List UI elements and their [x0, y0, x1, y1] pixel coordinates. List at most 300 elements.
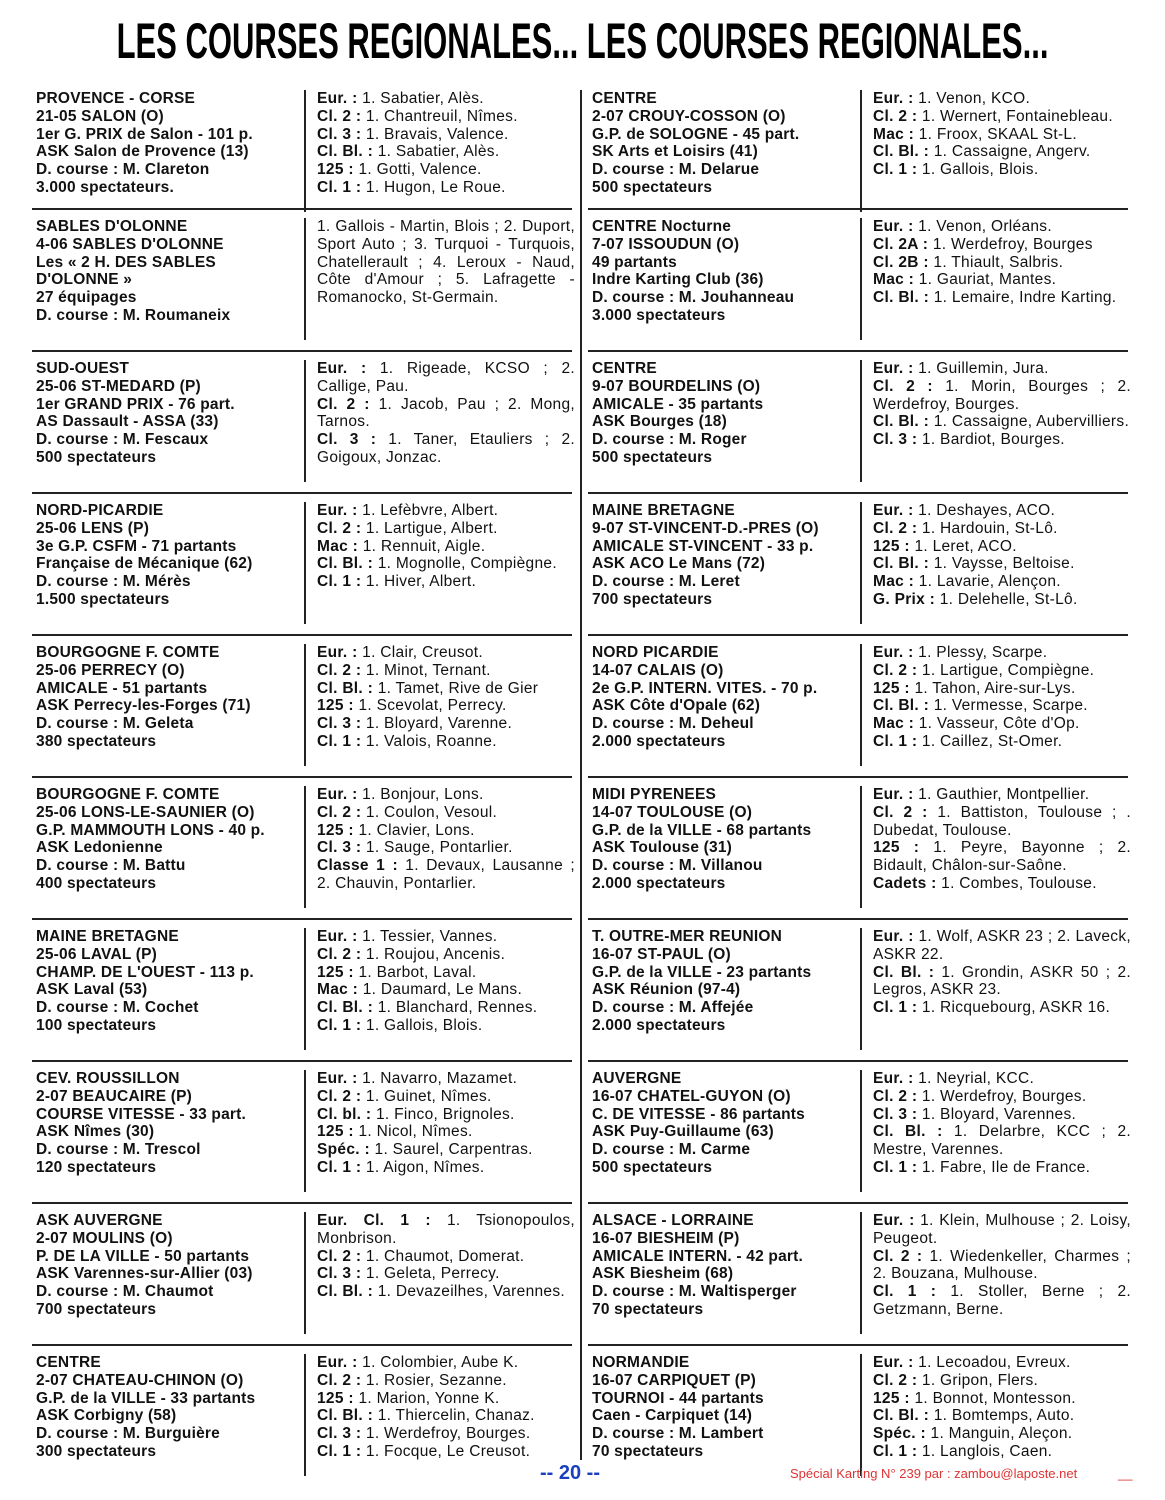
- result-line: Cl. 2 : 1. Gripon, Flers.: [873, 1371, 1039, 1389]
- left-column: [36, 90, 575, 1496]
- race-results: [317, 1212, 575, 1301]
- result-line: Cl. 1 : 1. Langlois, Caen.: [873, 1442, 1053, 1460]
- result-line: Eur. : 1. Rigeade, KCSO ; 2. Callige, Pau.: [317, 360, 575, 395]
- race-info-line: CENTRE: [592, 90, 657, 107]
- result-line: Mac : 1. Vasseur, Côte d'Op.: [873, 715, 1080, 733]
- entry-divider: [304, 1212, 306, 1334]
- race-info-line: 2-07 CROUY-COSSON (O): [592, 107, 786, 125]
- race-results: [873, 218, 1131, 307]
- result-line: Cl. Bl. : 1. Cassaigne, Aubervilliers.: [873, 413, 1130, 431]
- race-results: [873, 786, 1131, 893]
- result-line: Cl. 3 : 1. Bardiot, Bourges.: [873, 431, 1065, 449]
- result-line: Cl. 2 : 1. Wiedenkeller, Charmes ; 2. Bouzana, Mulhouse.: [873, 1247, 1131, 1283]
- race-info-line: 3.000 spectateurs.: [36, 178, 175, 196]
- right-column: [592, 90, 1133, 1496]
- race-info-line: 9-07 ST-VINCENT-D.-PRES (O): [592, 519, 819, 537]
- race-info-line: CENTRE: [36, 1354, 101, 1371]
- race-results: [873, 1354, 1131, 1461]
- result-line: Cl. 2 : 1. Jacob, Pau ; 2. Mong, Tarnos.: [317, 395, 575, 431]
- race-info-line: 1er GRAND PRIX - 76 part.: [36, 395, 235, 413]
- result-line: Cl. 3 : 1. Sauge, Pontarlier.: [317, 839, 513, 857]
- result-line: Cl. 2 : 1. Coulon, Vesoul.: [317, 803, 498, 821]
- result-line: Spéc. : 1. Saurel, Carpentras.: [317, 1141, 533, 1159]
- race-entry: [36, 360, 575, 502]
- result-line: Cl. 2 : 1. Hardouin, St-Lô.: [873, 519, 1058, 537]
- race-entry: [36, 1212, 575, 1354]
- result-line: Cl. Bl. : 1. Cassaigne, Angerv.: [873, 143, 1091, 161]
- row-separator: [588, 1202, 1128, 1204]
- entry-divider: [304, 1070, 306, 1192]
- race-entry: [592, 218, 1130, 360]
- result-line: Eur. : 1. Sabatier, Alès.: [317, 90, 484, 107]
- race-info: [36, 644, 301, 751]
- race-info-line: ASK Côte d'Opale (62): [592, 697, 761, 715]
- race-info-line: AMICALE ST-VINCENT - 33 p.: [592, 537, 814, 555]
- race-info-line: Indre Karting Club (36): [592, 271, 764, 289]
- result-line: Eur. : 1. Tessier, Vannes.: [317, 928, 498, 945]
- race-info-line: 500 spectateurs: [36, 448, 157, 466]
- race-info-line: CHAMP. DE L'OUEST - 113 p.: [36, 963, 254, 981]
- result-line: Cl. 2 : 1. Lartigue, Compiègne.: [873, 661, 1095, 679]
- race-info-line: G.P. de la VILLE - 33 partants: [36, 1389, 256, 1407]
- result-line: Mac : 1. Gauriat, Mantes.: [873, 271, 1057, 289]
- result-line: Eur. : 1. Navarro, Mazamet.: [317, 1070, 518, 1087]
- result-line: Cl. 1 : 1. Gallois, Blois.: [873, 161, 1039, 179]
- result-line: Eur. : 1. Deshayes, ACO.: [873, 502, 1056, 519]
- race-info: [592, 360, 857, 467]
- race-info-line: NORD PICARDIE: [592, 644, 719, 661]
- result-line: Eur. : 1. Clair, Creusot.: [317, 644, 484, 661]
- race-info-line: BOURGOGNE F. COMTE: [36, 644, 220, 661]
- race-info-line: D. course : M. Lambert: [592, 1425, 764, 1443]
- race-entry: [36, 1354, 572, 1496]
- race-info: [592, 928, 857, 1035]
- race-info-line: 400 spectateurs: [36, 874, 157, 892]
- race-info-line: AMICALE - 51 partants: [36, 679, 208, 697]
- result-line: 125 : 1. Tahon, Aire-sur-Lys.: [873, 679, 1076, 697]
- race-info-line: SABLES D'OLONNE: [36, 218, 188, 235]
- race-info-line: NORMANDIE: [592, 1354, 690, 1371]
- entry-divider: [860, 1070, 862, 1192]
- entry-divider: [304, 360, 306, 482]
- race-info-line: 100 spectateurs: [36, 1016, 157, 1034]
- race-info-line: D. course : M. Roumaneix: [36, 306, 231, 324]
- race-info-line: D. course : M. Deheul: [592, 715, 754, 733]
- race-info-line: 9-07 BOURDELINS (O): [592, 377, 761, 395]
- race-info-line: 2-07 MOULINS (O): [36, 1229, 173, 1247]
- race-entry: [36, 786, 575, 928]
- result-line: Cl. Bl. : 1. Thiercelin, Chanaz.: [317, 1407, 535, 1425]
- result-line: Cl. 3 : 1. Werdefroy, Bourges.: [317, 1425, 531, 1443]
- row-separator: [32, 918, 572, 920]
- row-separator: [588, 1060, 1128, 1062]
- race-info-line: ASK Salon de Provence (13): [36, 143, 249, 161]
- result-line: Eur. : 1. Colombier, Aube K.: [317, 1354, 519, 1371]
- race-info-line: D. course : M. Burguière: [36, 1425, 220, 1443]
- race-info: [36, 928, 301, 1035]
- page-title: LES COURSES REGIONALES... LES COURSES REGIONALES...: [116, 13, 1049, 69]
- race-info-line: ASK Laval (53): [36, 981, 148, 999]
- race-info-line: ASK Perrecy-les-Forges (71): [36, 697, 251, 715]
- result-line: Mac : 1. Froox, SKAAL St-L.: [873, 125, 1077, 143]
- race-info-line: ASK Varennes-sur-Allier (03): [36, 1265, 253, 1283]
- result-line: Cl. 1 : 1. Caillez, St-Omer.: [873, 732, 1063, 750]
- result-line: Eur. : 1. Gauthier, Montpellier.: [873, 786, 1090, 803]
- result-line: Cl. 1 : 1. Gallois, Blois.: [317, 1016, 483, 1034]
- race-entry: [592, 1070, 1130, 1212]
- entry-divider: [304, 1354, 306, 1476]
- race-info-line: D. course : M. Villanou: [592, 857, 763, 875]
- race-info-line: 14-07 CALAIS (O): [592, 661, 724, 679]
- row-separator: [588, 634, 1128, 636]
- race-info-line: Les « 2 H. DES SABLES: [36, 253, 216, 271]
- row-separator: [32, 350, 572, 352]
- race-info-line: D. course : M. Mérès: [36, 573, 191, 591]
- entry-divider: [860, 1354, 862, 1476]
- race-info-line: D. course : M. Cochet: [36, 999, 199, 1017]
- result-line: Cl. Bl. : 1. Sabatier, Alès.: [317, 143, 500, 161]
- race-info: [36, 1070, 301, 1177]
- race-info-line: 21-05 SALON (O): [36, 107, 164, 125]
- race-info: [36, 360, 301, 467]
- race-entry: [36, 218, 575, 360]
- row-separator: [32, 208, 572, 210]
- race-info-line: P. DE LA VILLE - 50 partants: [36, 1247, 250, 1265]
- race-entry: [592, 502, 1130, 644]
- result-line: 125 : 1. Leret, ACO.: [873, 537, 1017, 555]
- race-info-line: 7-07 ISSOUDUN (O): [592, 235, 740, 253]
- row-separator: [32, 1060, 572, 1062]
- race-entry: [36, 90, 572, 218]
- race-results: [317, 218, 575, 307]
- result-line: Cl. 3 : 1. Bloyard, Varennes.: [873, 1105, 1077, 1123]
- result-line: Cl. 3 : 1. Bloyard, Varenne.: [317, 715, 513, 733]
- race-info-line: ASK Réunion (97-4): [592, 981, 741, 999]
- race-info-line: AS Dassault - ASSA (33): [36, 413, 219, 431]
- race-results: [317, 786, 575, 893]
- row-separator: [32, 634, 572, 636]
- result-line: Mac : 1. Daumard, Le Mans.: [317, 981, 523, 999]
- result-line: Eur. : 1. Plessy, Scarpe.: [873, 644, 1048, 661]
- result-line: Spéc. : 1. Manguin, Aleçon.: [873, 1425, 1073, 1443]
- race-info-line: 700 spectateurs: [592, 590, 713, 608]
- race-info-line: D. course : M. Carme: [592, 1141, 751, 1159]
- race-info-line: ASK Nîmes (30): [36, 1123, 155, 1141]
- race-info-line: TOURNOI - 44 partants: [592, 1389, 764, 1407]
- entry-divider: [304, 90, 306, 212]
- race-info-line: ASK Ledonienne: [36, 839, 163, 857]
- race-info-line: 4-06 SABLES D'OLONNE: [36, 235, 224, 253]
- race-info: [36, 90, 301, 197]
- race-info-line: AMICALE - 35 partants: [592, 395, 764, 413]
- race-info-line: AMICALE INTERN. - 42 part.: [592, 1247, 804, 1265]
- row-separator: [588, 918, 1128, 920]
- entry-divider: [860, 928, 862, 1050]
- race-info: [592, 1354, 857, 1461]
- race-info-line: ASK ACO Le Mans (72): [592, 555, 766, 573]
- race-info-line: 2-07 CHATEAU-CHINON (O): [36, 1371, 244, 1389]
- result-line: Cl. 2 : 1. Chantreuil, Nîmes.: [317, 107, 518, 125]
- race-info-line: D. course : M. Waltisperger: [592, 1283, 797, 1301]
- entry-divider: [860, 786, 862, 908]
- race-info-line: D. course : M. Delarue: [592, 161, 760, 179]
- result-line: 125 : 1. Nicol, Nîmes.: [317, 1123, 473, 1141]
- race-entry: [36, 928, 572, 1070]
- row-separator: [32, 776, 572, 778]
- result-line: Eur. : 1. Bonjour, Lons.: [317, 786, 484, 803]
- result-line: Cl. 1 : 1. Hugon, Le Roue.: [317, 178, 506, 196]
- page-header: [0, 10, 1165, 72]
- result-line: Cl. bl. : 1. Finco, Brignoles.: [317, 1105, 515, 1123]
- race-results: [317, 502, 575, 591]
- race-info-line: 120 spectateurs: [36, 1158, 157, 1176]
- race-info: [36, 1354, 301, 1461]
- race-info-line: D. course : M. Jouhanneau: [592, 289, 795, 307]
- race-info-line: 2.000 spectateurs: [592, 874, 726, 892]
- race-info-line: 16-07 CARPIQUET (P): [592, 1371, 756, 1389]
- race-info: [592, 786, 857, 893]
- race-info-line: D. course : M. Affejée: [592, 999, 754, 1017]
- result-line: 125 : 1. Peyre, Bayonne ; 2. Bidault, Châlon-sur-Saône.: [873, 839, 1131, 875]
- result-line: Eur. Cl. 1 : 1. Tsionopoulos, Monbrison.: [317, 1212, 575, 1247]
- result-line: Eur. : 1. Guillemin, Jura.: [873, 360, 1049, 377]
- entry-divider: [304, 644, 306, 766]
- race-entry: [36, 1070, 572, 1212]
- result-line: Cl. 1 : 1. Stoller, Berne ; 2. Getzmann, Berne.: [873, 1283, 1131, 1318]
- race-info-line: ASK AUVERGNE: [36, 1212, 163, 1229]
- entry-divider: [304, 786, 306, 908]
- result-line: Cl. Bl. : 1. Devazeilhes, Varennes.: [317, 1283, 565, 1301]
- race-info-line: CENTRE Nocturne: [592, 218, 732, 235]
- result-line: Cl. 1 : 1. Valois, Roanne.: [317, 732, 497, 750]
- result-line: Cl. 2 : 1. Minot, Ternant.: [317, 661, 491, 679]
- row-separator: [588, 350, 1128, 352]
- race-info-line: 2e G.P. INTERN. VITES. - 70 p.: [592, 679, 818, 697]
- race-info-line: 25-06 LAVAL (P): [36, 945, 157, 963]
- race-info-line: G.P. de la VILLE - 68 partants: [592, 821, 812, 839]
- race-info-line: PROVENCE - CORSE: [36, 90, 196, 107]
- race-info: [36, 502, 301, 609]
- race-info-line: C. DE VITESSE - 86 partants: [592, 1105, 805, 1123]
- result-line: Eur. : 1. Neyrial, KCC.: [873, 1070, 1035, 1087]
- race-info-line: 1.500 spectateurs: [36, 590, 170, 608]
- result-line: 125 : 1. Scevolat, Perrecy.: [317, 697, 507, 715]
- row-separator: [588, 208, 1128, 210]
- result-line: Cl. 1 : 1. Ricquebourg, ASKR 16.: [873, 999, 1111, 1017]
- result-line: 125 : 1. Clavier, Lons.: [317, 821, 475, 839]
- race-info: [592, 90, 857, 197]
- result-line: Cl. 2B : 1. Thiault, Salbris.: [873, 253, 1064, 271]
- row-separator: [32, 1202, 572, 1204]
- race-info-line: 25-06 PERRECY (O): [36, 661, 185, 679]
- result-line: Cl. 2 : 1. Guinet, Nîmes.: [317, 1087, 492, 1105]
- result-line: Eur. : 1. Venon, Orléans.: [873, 218, 1052, 235]
- result-line: Mac : 1. Lavarie, Alençon.: [873, 573, 1061, 591]
- race-info-line: Française de Mécanique (62): [36, 555, 253, 573]
- race-entry: [592, 928, 1130, 1070]
- race-entry: [36, 644, 572, 786]
- race-results: [317, 1354, 575, 1461]
- race-info-line: 70 spectateurs: [592, 1442, 704, 1460]
- race-info-line: D. course : M. Chaumot: [36, 1283, 214, 1301]
- result-line: Cl. Bl. : 1. Blanchard, Rennes.: [317, 999, 538, 1017]
- result-line: Classe 1 : 1. Devaux, Lausanne ; 2. Chauvin, Pontarlier.: [317, 857, 575, 892]
- race-info-line: D. course : M. Trescol: [36, 1141, 201, 1159]
- result-line: Cadets : 1. Combes, Toulouse.: [873, 874, 1097, 892]
- result-line: Mac : 1. Rennuit, Aigle.: [317, 537, 486, 555]
- race-info-line: 2.000 spectateurs: [592, 732, 726, 750]
- result-line: Cl. 1 : 1. Fabre, Ile de France.: [873, 1158, 1091, 1176]
- result-line: Cl. 2 : 1. Wernert, Fontainebleau.: [873, 107, 1113, 125]
- race-info-line: 49 partants: [592, 253, 677, 271]
- race-info-line: MAINE BRETAGNE: [592, 502, 735, 519]
- race-info-line: 25-06 ST-MEDARD (P): [36, 377, 201, 395]
- race-info-line: 500 spectateurs: [592, 448, 713, 466]
- entry-divider: [304, 218, 306, 340]
- result-line: Cl. 2 : 1. Roujou, Ancenis.: [317, 945, 506, 963]
- race-info-line: 3.000 spectateurs: [592, 306, 726, 324]
- race-results: [317, 90, 575, 197]
- entry-divider: [860, 1212, 862, 1334]
- race-info-line: ALSACE - LORRAINE: [592, 1212, 754, 1229]
- result-line: Cl. Bl. : 1. Tamet, Rive de Gier: [317, 679, 539, 697]
- race-info-line: ASK Biesheim (68): [592, 1265, 734, 1283]
- result-line: Eur. : 1. Wolf, ASKR 23 ; 2. Laveck, ASKR 22.: [873, 928, 1132, 963]
- race-results: [873, 502, 1131, 609]
- race-info-line: 70 spectateurs: [592, 1300, 704, 1318]
- race-info-line: 27 équipages: [36, 289, 137, 307]
- result-line: Cl. Bl. : 1. Bomtemps, Auto.: [873, 1407, 1075, 1425]
- entry-divider: [860, 644, 862, 766]
- race-entry: [592, 360, 1130, 502]
- result-line: 125 : 1. Bonnot, Montesson.: [873, 1389, 1076, 1407]
- race-results: [873, 928, 1131, 1017]
- entry-divider: [304, 928, 306, 1050]
- race-info-line: CENTRE: [592, 360, 657, 377]
- race-info-line: BOURGOGNE F. COMTE: [36, 786, 220, 803]
- race-entry: [592, 644, 1130, 786]
- race-info-line: 14-07 TOULOUSE (O): [592, 803, 753, 821]
- race-info: [592, 1212, 857, 1319]
- race-info-line: CEV. ROUSSILLON: [36, 1070, 180, 1087]
- race-info: [592, 218, 857, 325]
- page-number: -- 20 --: [540, 1462, 600, 1484]
- race-results: [873, 360, 1131, 449]
- result-line: Cl. 1 : 1. Aigon, Nîmes.: [317, 1158, 485, 1176]
- race-info-line: T. OUTRE-MER REUNION: [592, 928, 782, 945]
- race-info-line: ASK Bourges (18): [592, 413, 727, 431]
- result-line: 1. Gallois - Martin, Blois ; 2. Duport, Sport Auto ; 3. Turquoi - Turquois, Chatellerault ; 4. Leroux - Naud, Côte d'Amour ; 5. Lafragette - Romanocko, St-Germain.: [317, 218, 575, 307]
- entry-divider: [860, 360, 862, 482]
- race-info: [592, 644, 857, 751]
- result-line: 125 : 1. Gotti, Valence.: [317, 161, 482, 179]
- result-line: Cl. Bl. : 1. Mognolle, Compiègne.: [317, 555, 557, 573]
- race-results: [317, 644, 575, 751]
- race-info-line: 300 spectateurs: [36, 1442, 157, 1460]
- entry-divider: [860, 90, 862, 212]
- result-line: Cl. 2 : 1. Lartigue, Albert.: [317, 519, 498, 537]
- result-line: Cl. 3 : 1. Bravais, Valence.: [317, 125, 509, 143]
- result-line: Cl. 2 : 1. Chaumot, Domerat.: [317, 1247, 525, 1265]
- result-line: Eur. : 1. Lecoadou, Evreux.: [873, 1354, 1071, 1371]
- column-divider: [580, 90, 582, 1460]
- row-separator: [32, 492, 572, 494]
- race-info-line: D. course : M. Geleta: [36, 715, 194, 733]
- result-line: Eur. : 1. Venon, KCO.: [873, 90, 1031, 107]
- row-separator: [32, 1344, 572, 1346]
- result-line: Cl. Bl. : 1. Lemaire, Indre Karting.: [873, 289, 1117, 307]
- race-info-line: G.P. de la VILLE - 23 partants: [592, 963, 812, 981]
- race-info-line: SK Arts et Loisirs (41): [592, 143, 758, 161]
- race-info-line: 16-07 ST-PAUL (O): [592, 945, 731, 963]
- row-separator: [588, 1344, 1128, 1346]
- result-line: Cl. 2 : 1. Morin, Bourges ; 2. Werdefroy, Bourges.: [873, 377, 1131, 413]
- race-info-line: D'OLONNE »: [36, 271, 133, 289]
- race-info-line: ASK Toulouse (31): [592, 839, 733, 857]
- race-info-line: D. course : M. Clareton: [36, 161, 210, 179]
- entry-divider: [304, 502, 306, 624]
- race-results: [873, 1070, 1131, 1177]
- race-entry: [36, 502, 572, 644]
- race-results: [873, 1212, 1131, 1319]
- result-line: Cl. 2 : 1. Rosier, Sezanne.: [317, 1371, 507, 1389]
- race-info: [36, 786, 301, 893]
- race-info-line: MIDI PYRENEES: [592, 786, 717, 803]
- race-info-line: 2-07 BEAUCAIRE (P): [36, 1087, 193, 1105]
- race-results: [317, 1070, 575, 1177]
- race-info-line: 500 spectateurs: [592, 1158, 713, 1176]
- race-info-line: ASK Puy-Guillaume (63): [592, 1123, 774, 1141]
- result-line: Cl. 2 : 1. Battiston, Toulouse ; . Dubedat, Toulouse.: [873, 803, 1131, 839]
- result-line: 125 : 1. Marion, Yonne K.: [317, 1389, 500, 1407]
- race-info-line: ASK Corbigny (58): [36, 1407, 177, 1425]
- race-info-line: 700 spectateurs: [36, 1300, 157, 1318]
- race-info-line: 3e G.P. CSFM - 71 partants: [36, 537, 237, 555]
- result-line: G. Prix : 1. Delehelle, St-Lô.: [873, 590, 1078, 608]
- race-info-line: SUD-OUEST: [36, 360, 130, 377]
- race-entry: [592, 90, 1130, 218]
- result-line: 125 : 1. Barbot, Laval.: [317, 963, 477, 981]
- race-info-line: 1er G. PRIX de Salon - 101 p.: [36, 125, 253, 143]
- race-info-line: 500 spectateurs: [592, 178, 713, 196]
- race-info: [36, 218, 301, 325]
- race-results: [317, 928, 575, 1035]
- race-info: [592, 502, 857, 609]
- row-separator: [588, 776, 1128, 778]
- race-info-line: COURSE VITESSE - 33 part.: [36, 1105, 246, 1123]
- result-line: Cl. Bl. : 1. Vermesse, Scarpe.: [873, 697, 1088, 715]
- race-info-line: 25-06 LONS-LE-SAUNIER (O): [36, 803, 255, 821]
- result-line: Eur. : 1. Lefèbvre, Albert.: [317, 502, 499, 519]
- race-info-line: AUVERGNE: [592, 1070, 682, 1087]
- race-info-line: D. course : M. Battu: [36, 857, 186, 875]
- race-info-line: NORD-PICARDIE: [36, 502, 164, 519]
- race-results: [873, 90, 1131, 179]
- race-info: [592, 1070, 857, 1177]
- result-line: Cl. Bl. : 1. Vaysse, Beltoise.: [873, 555, 1075, 573]
- result-line: Cl. Bl. : 1. Grondin, ASKR 50 ; 2. Legros, ASKR 23.: [873, 963, 1131, 999]
- race-info: [36, 1212, 301, 1319]
- race-results: [873, 644, 1131, 751]
- entry-divider: [860, 502, 862, 624]
- footer-dash: __: [1118, 1466, 1133, 1481]
- race-info-line: G.P. de SOLOGNE - 45 part.: [592, 125, 800, 143]
- result-line: Cl. 2 : 1. Werdefroy, Bourges.: [873, 1087, 1087, 1105]
- footer-credit: Spécial Karting N° 239 par : zambou@laposte.net: [790, 1466, 1078, 1481]
- result-line: Cl. 2A : 1. Werdefroy, Bourges: [873, 235, 1093, 253]
- race-entry: [592, 786, 1130, 928]
- race-results: [317, 360, 575, 467]
